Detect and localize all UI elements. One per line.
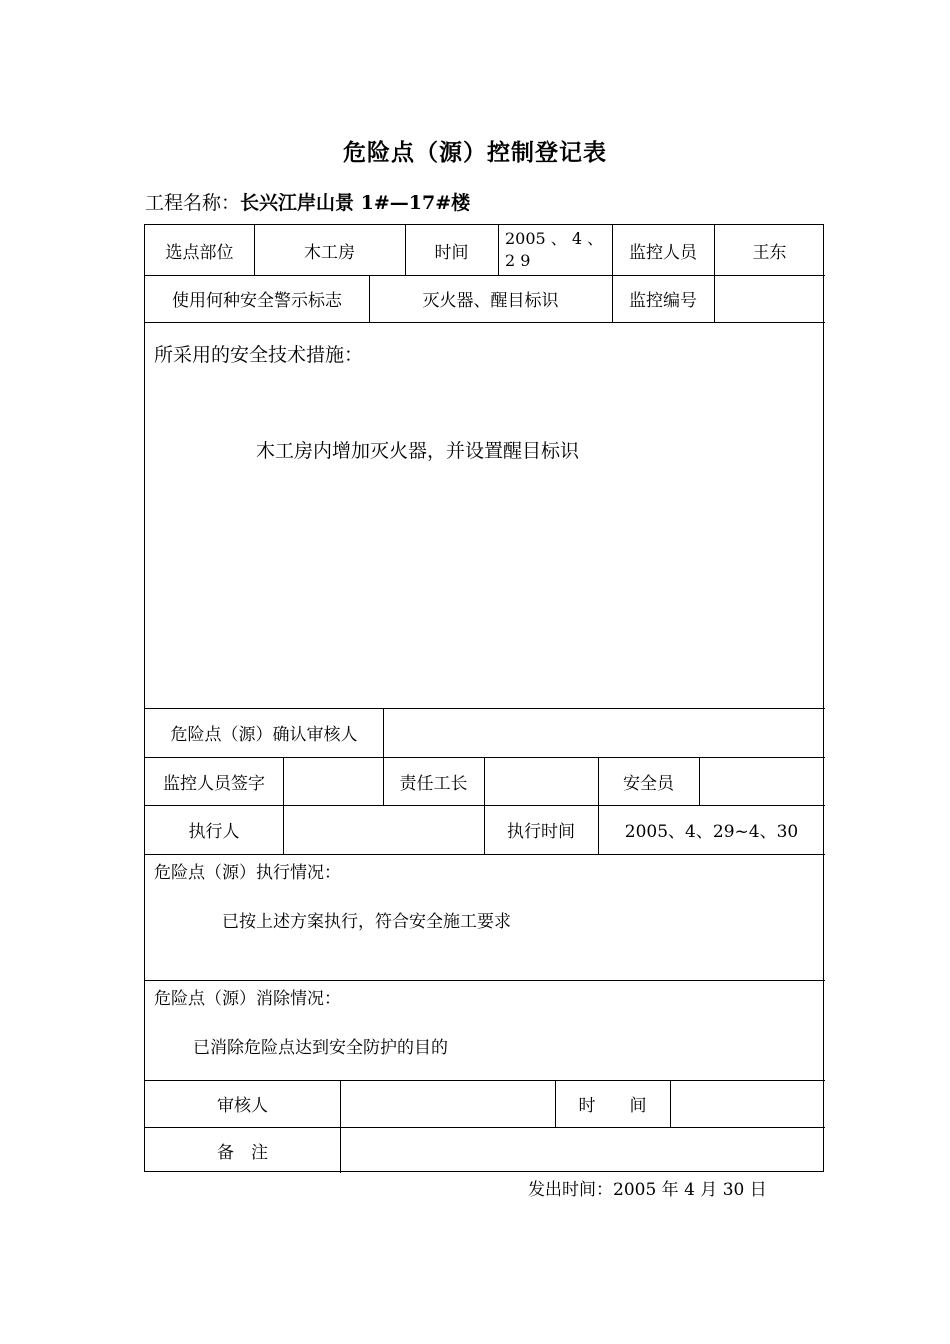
monitor-label: 监控人员: [629, 242, 697, 263]
site-value: 木工房: [304, 242, 355, 263]
register-table: [144, 224, 824, 1172]
row-divider: [145, 854, 825, 855]
elimination-label: 危险点（源）消除情况：: [154, 989, 341, 1009]
foreman-label: 责任工长: [399, 773, 468, 794]
col-divider: [498, 225, 499, 275]
exec-time-label: 执行时间: [507, 822, 575, 842]
sign-label: 使用何种安全警示标志: [172, 291, 342, 311]
review-time-value[interactable]: [670, 1080, 825, 1127]
elimination-content: 已消除危险点达到安全防护的目的: [193, 1038, 448, 1058]
project-label: 工程名称：: [145, 192, 241, 214]
time-label: 时间: [434, 242, 469, 263]
monitor-value: 王东: [752, 242, 787, 263]
page-title: 危险点（源）控制登记表: [343, 139, 607, 166]
exec-status-content: 已按上述方案执行，符合安全施工要求: [222, 912, 511, 932]
monitor-sign-label: 监控人员签字: [163, 773, 265, 794]
monitor-sign-value[interactable]: [283, 757, 383, 805]
remarks-label: 备 注: [217, 1142, 268, 1163]
foreman-value[interactable]: [484, 757, 598, 805]
issue-date: 发出时间：2005 年 4 月 30 日: [528, 1180, 767, 1200]
code-label: 监控编号: [629, 291, 697, 311]
measures-label: 所采用的安全技术措施：: [154, 344, 364, 366]
time-value: 2005 、 4 、 2 9: [505, 229, 604, 270]
measures-content: 木工房内增加灭火器，并设置醒目标识: [256, 440, 580, 462]
safety-officer-value[interactable]: [699, 757, 825, 805]
row-divider: [145, 980, 825, 981]
sign-value: 灭火器、醒目标识: [422, 291, 559, 311]
safety-officer-label: 安全员: [623, 773, 674, 794]
row-divider: [145, 322, 825, 323]
reviewer-value[interactable]: [340, 1080, 555, 1127]
site-label: 选点部位: [165, 242, 234, 263]
remarks-value[interactable]: [340, 1127, 825, 1173]
confirm-label: 危险点（源）确认审核人: [170, 725, 358, 745]
exec-time-value: 2005、4、29~4、30: [624, 822, 799, 842]
executor-value[interactable]: [283, 805, 484, 854]
project-name: [145, 188, 470, 215]
project-value: 长兴江岸山景 1#—17#楼: [240, 192, 471, 214]
review-time-label: 时 间: [578, 1096, 647, 1116]
exec-status-label: 危险点（源）执行情况：: [154, 863, 341, 883]
executor-label: 执行人: [188, 822, 240, 842]
confirm-value[interactable]: [383, 708, 825, 757]
code-value[interactable]: [714, 275, 825, 322]
reviewer-label: 审核人: [217, 1096, 268, 1116]
